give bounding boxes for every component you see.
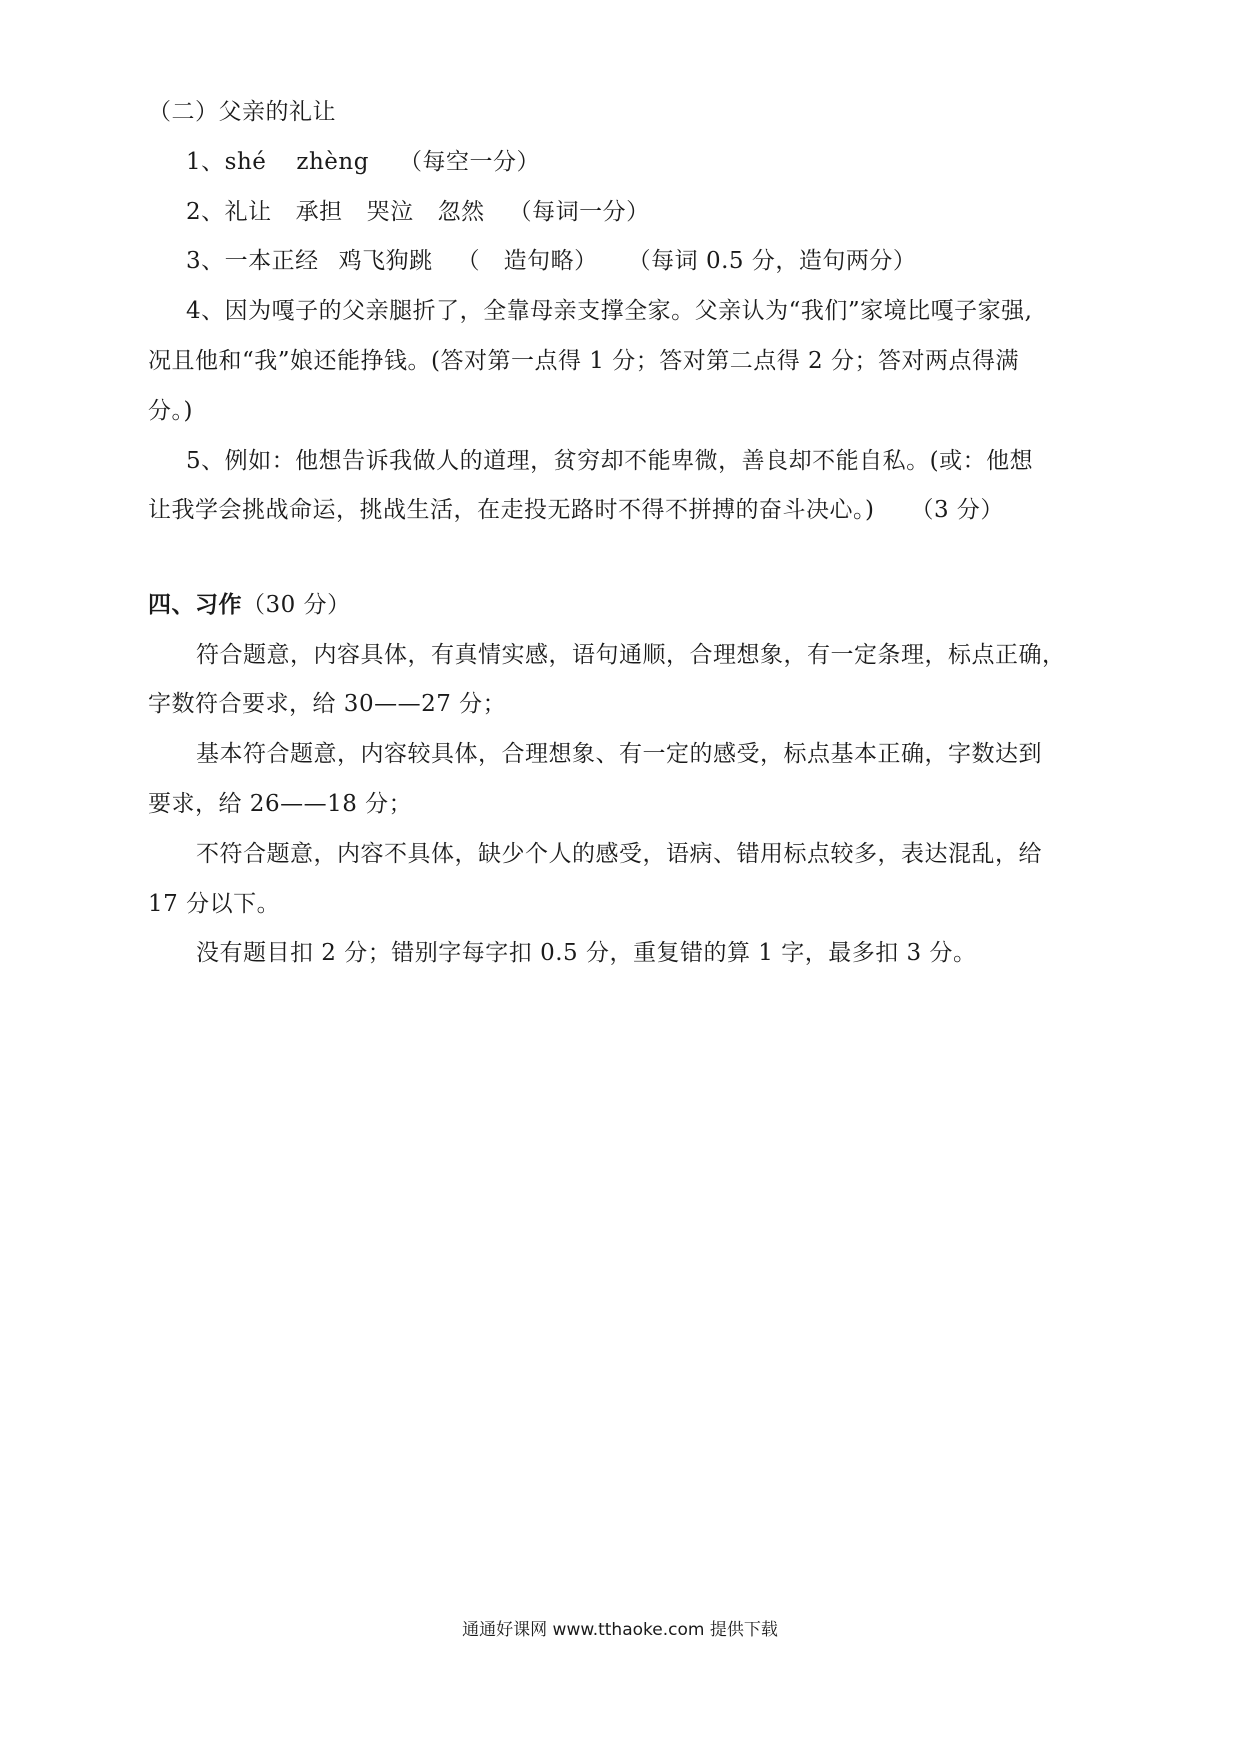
answer-q2 — [186, 197, 650, 227]
answer-q4-line-3: 分。) — [148, 398, 193, 424]
q3-number: 3、 — [186, 248, 225, 274]
q1-number: 1、 — [186, 149, 225, 175]
q3-word-2: 鸡飞狗跳 — [338, 248, 433, 274]
q2-word-1: 礼让 — [224, 199, 272, 225]
composition-title: 四、习作 — [148, 591, 242, 618]
answer-q4-line-1: 4、因为嘎子的父亲腿折了，全靠母亲支撑全家。父亲认为“我们”家境比嘎子家强, — [186, 298, 1033, 324]
q1-score-note: （每空一分） — [398, 149, 540, 175]
q5-line-2-text: 让我学会挑战命运，挑战生活，在走投无路时不得不拼搏的奋斗决心。) — [148, 497, 875, 523]
answer-q4-line-2: 况且他和“我”娘还能挣钱。(答对第一点得 1 分；答对第二点得 2 分；答对两点得满 — [148, 348, 1020, 374]
q5-score-note: （3 分） — [910, 497, 1004, 523]
answer-q5-line-2 — [148, 495, 1004, 525]
grading-tier-1-line-1: 符合题意，内容具体，有真情实感，语句通顺，合理想象，有一定条理，标点正确， — [196, 642, 1066, 668]
grading-tier-2-line-1: 基本符合题意，内容较具体，合理想象、有一定的感受，标点基本正确，字数达到 — [196, 741, 1042, 767]
answer-q3 — [186, 246, 916, 276]
q2-number: 2、 — [186, 199, 225, 225]
grading-tier-3-line-1: 不符合题意，内容不具体，缺少个人的感受，语病、错用标点较多，表达混乱，给 — [196, 841, 1042, 867]
q3-word-1: 一本正经 — [224, 248, 319, 274]
deduction-rules: 没有题目扣 2 分；错别字每字扣 0.5 分，重复错的算 1 字，最多扣 3 分。 — [196, 940, 977, 966]
q1-answer-1: shé — [224, 149, 267, 175]
grading-tier-3-line-2: 17 分以下。 — [148, 891, 281, 917]
q3-sentence-note: （ 造句略） — [456, 248, 598, 274]
page-footer: 通通好课网 www.tthaoke.com 提供下载 — [462, 1620, 778, 1640]
q2-word-3: 哭泣 — [366, 199, 414, 225]
grading-tier-1-line-2: 字数符合要求，给 30——27 分； — [148, 691, 507, 717]
answer-q1 — [186, 147, 540, 177]
q2-word-2: 承担 — [295, 199, 343, 225]
q2-score-note: （每词一分） — [508, 199, 650, 225]
grading-tier-2-line-2: 要求，给 26——18 分； — [148, 791, 413, 817]
section-title-composition — [148, 590, 351, 620]
composition-score: （30 分） — [242, 592, 351, 618]
q3-score-note: （每词 0.5 分，造句两分） — [627, 248, 917, 274]
q1-answer-2: zhèng — [296, 149, 369, 175]
q2-word-4: 忽然 — [437, 199, 485, 225]
section-title-father-courtesy: （二）父亲的礼让 — [148, 99, 336, 125]
answer-q5-line-1: 5、例如：他想告诉我做人的道理，贫穷却不能卑微，善良却不能自私。(或：他想 — [186, 448, 1034, 474]
